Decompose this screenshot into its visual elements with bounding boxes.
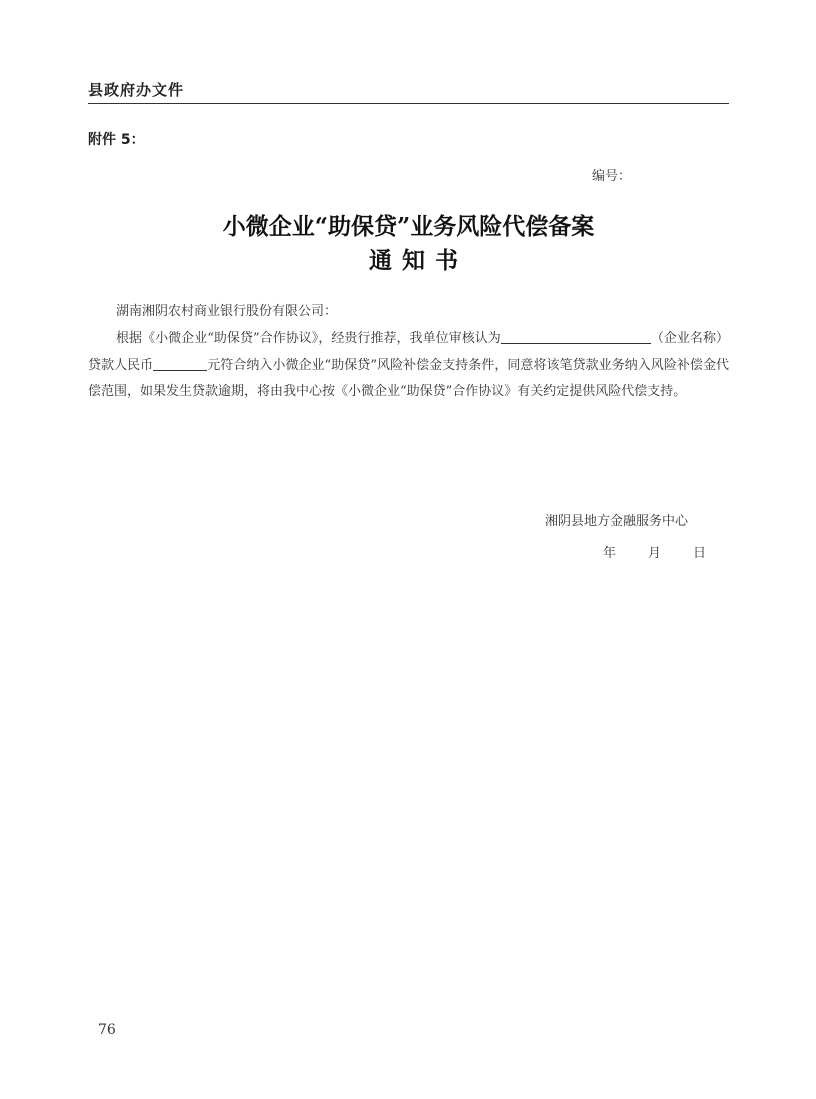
body-text-part3: 元符合纳入小微企业“助保贷”风险补偿金支持条件，同意将该笔贷款业务纳入风险补偿金代偿范围，如果发生贷款逾期，将由我中心按《小微企业“助保贷”合作协议》有关约定提供风险代偿支持。	[88, 357, 729, 399]
header-divider	[88, 103, 729, 104]
addressee: 湖南湘阴农村商业银行股份有限公司：	[116, 304, 338, 319]
body-paragraph	[88, 326, 729, 406]
serial-number-label: 编号：	[592, 169, 632, 184]
month-label: 月	[648, 546, 662, 561]
company-name-blank	[501, 329, 651, 344]
issuer-name: 湘阴县地方金融服务中心	[545, 514, 689, 529]
document-title: 小微企业“助保贷”业务风险代偿备案	[222, 213, 595, 240]
body-text-part2: （企业名称）贷款人民币	[88, 331, 729, 373]
body-text-part1: 根据《小微企业“助保贷”合作协议》，经贵行推荐，我单位审核认为	[116, 331, 501, 346]
day-label: 日	[693, 546, 707, 561]
loan-amount-blank	[153, 356, 207, 371]
document-subtitle: 通知书	[369, 247, 468, 274]
header-title: 县政府办文件	[88, 81, 185, 99]
date-line	[603, 542, 706, 561]
page-number: 76	[98, 1022, 116, 1038]
attachment-label: 附件 5：	[88, 132, 145, 148]
year-label: 年	[603, 546, 617, 561]
